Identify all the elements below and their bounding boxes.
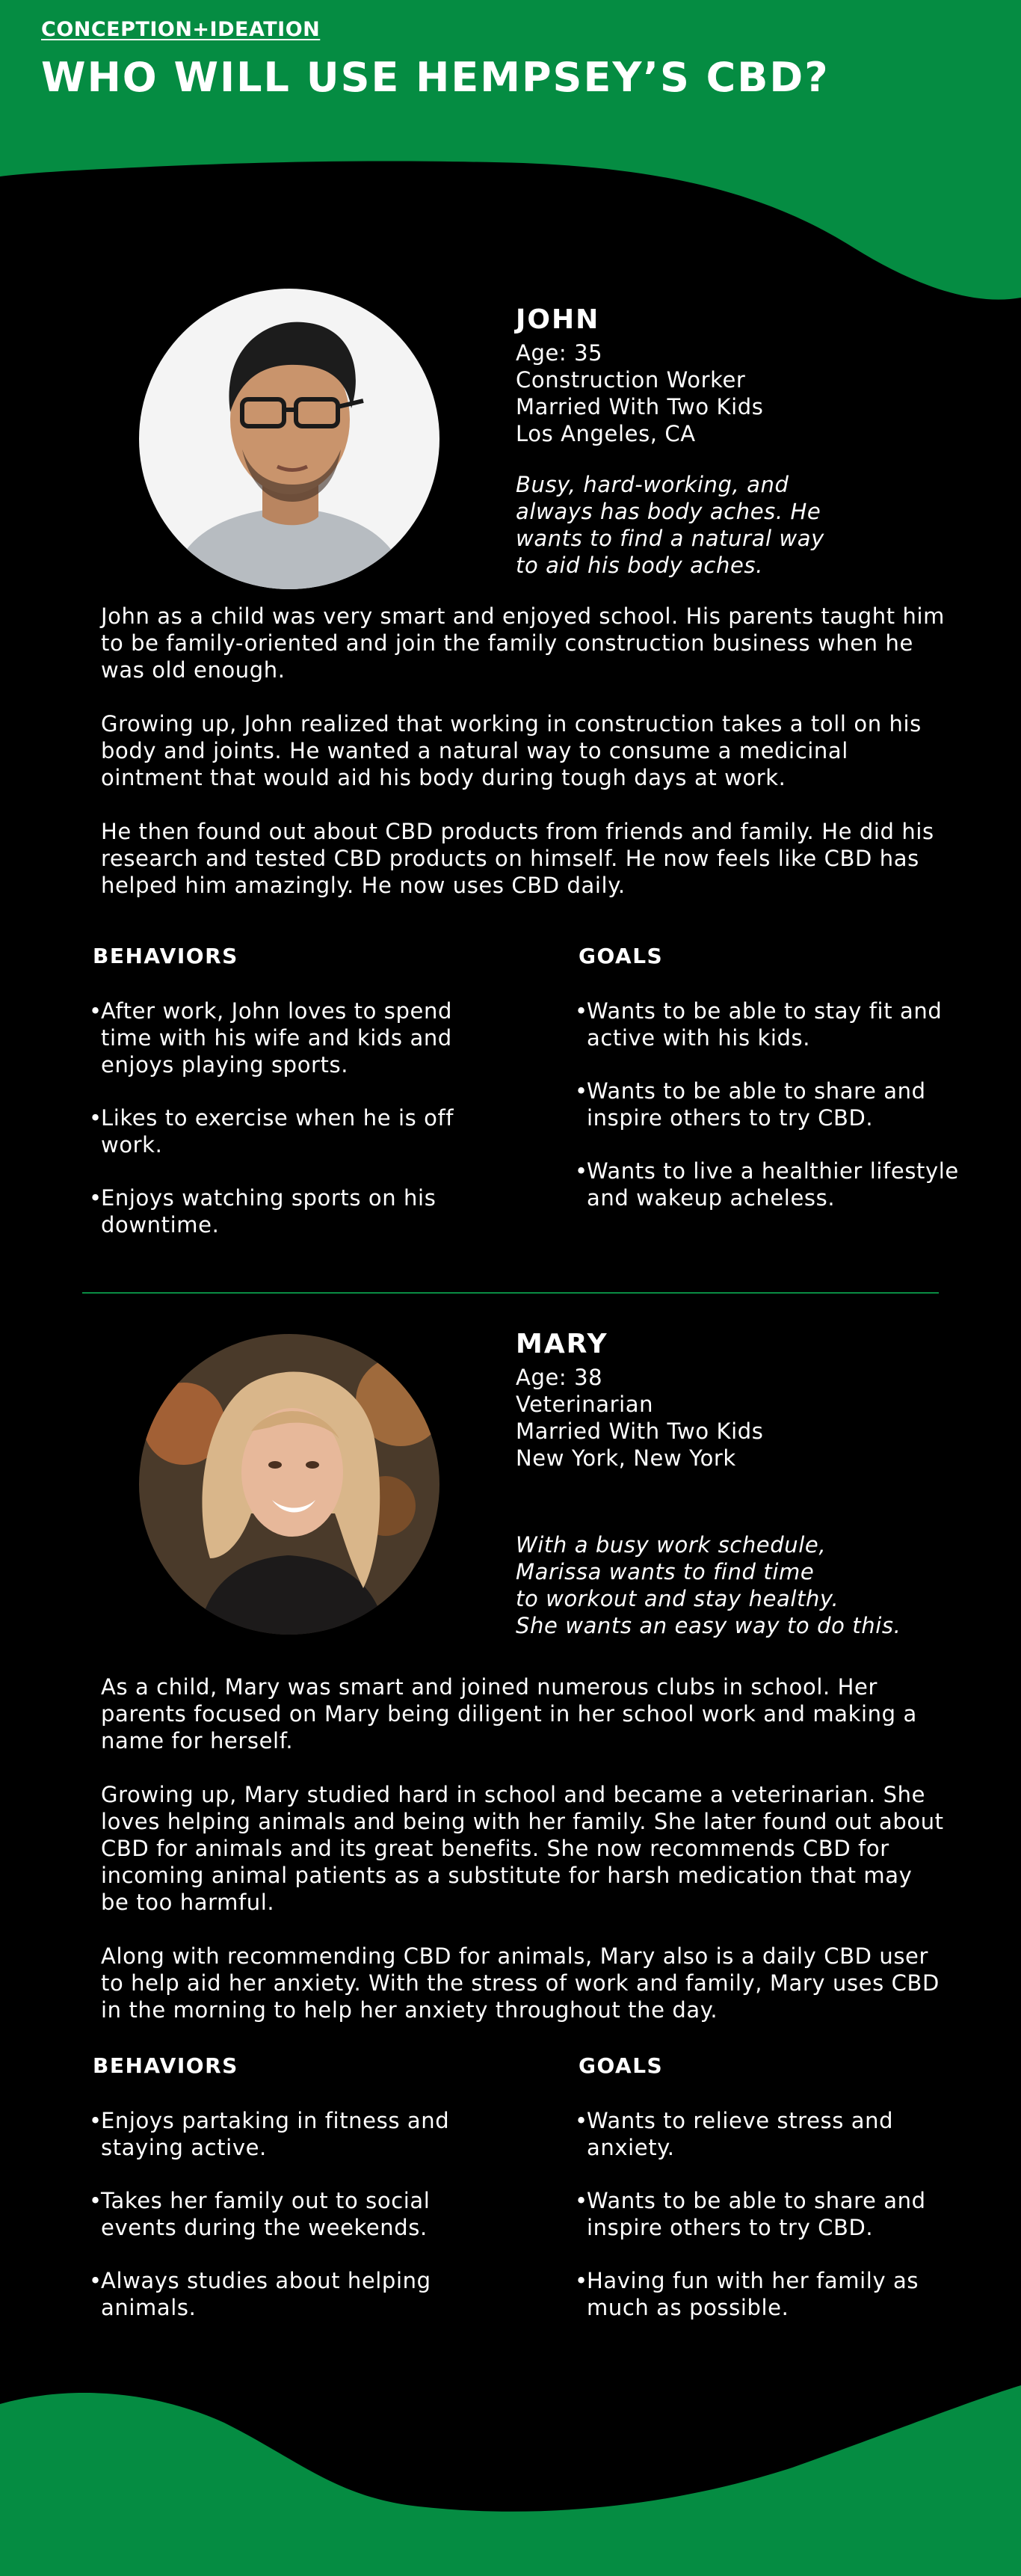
story-paragraph: As a child, Mary was smart and joined numerous clubs in school. Her parents focused on Mary being diligent in her school work and making a name for herself. — [101, 1674, 917, 1753]
story-paragraph: John as a child was very smart and enjoyed school. His parents taught him to be family-oriented and join the family construction business when he was old enough. — [101, 603, 945, 683]
john-behaviors-heading: BEHAVIORS — [93, 944, 238, 968]
header-green-band — [0, 0, 1021, 300]
john-behaviors-list — [89, 997, 478, 1264]
story-paragraph: Along with recommending CBD for animals, Mary also is a daily CBD user to help aid her anxiety. With the stress of work and family, Mary uses CBD in the morning to help her anxiety throughout the day. — [101, 1943, 940, 2023]
quote-line: Busy, hard-working, and — [516, 472, 789, 497]
john-goals-heading: GOALS — [579, 944, 664, 968]
list-item: • Wants to be able to share and inspire others to try CBD. — [575, 1078, 963, 1131]
persona-location: New York, New York — [516, 1445, 736, 1471]
quote-line: wants to find a natural way — [516, 526, 824, 551]
persona-name: JOHN — [516, 304, 600, 335]
persona-name: MARY — [516, 1329, 608, 1359]
story-paragraph: He then found out about CBD products from friends and family. He did his research and tested CBD products on himself. He now feels like CBD has helped him amazingly. He now uses CBD daily. — [101, 819, 934, 898]
mary-behaviors-heading: BEHAVIORS — [93, 2053, 238, 2078]
mary-avatar — [139, 1334, 439, 1635]
persona-age: Age: 35 — [516, 340, 603, 366]
footer-green-band — [0, 2385, 1021, 2576]
quote-line: Marissa wants to find time — [516, 1559, 815, 1584]
section-divider — [82, 1292, 939, 1294]
list-item: • Wants to live a healthier lifestyle and wakeup acheless. — [575, 1158, 963, 1211]
persona-occupation: Veterinarian — [516, 1392, 654, 1417]
list-item: • Wants to be able to share and inspire others to try CBD. — [575, 2187, 963, 2241]
john-quote — [516, 471, 934, 579]
list-item: • Enjoys watching sports on his downtime. — [89, 1184, 478, 1238]
persona-family: Married With Two Kids — [516, 394, 764, 419]
page-title: WHO WILL USE HEMPSEY’S CBD? — [41, 54, 830, 101]
list-item: • Having fun with her family as much as possible. — [575, 2267, 963, 2321]
section-kicker: CONCEPTION+IDEATION — [41, 18, 321, 41]
quote-line: With a busy work schedule, — [516, 1532, 827, 1558]
list-item: • Always studies about helping animals. — [89, 2267, 478, 2321]
mary-quote — [516, 1531, 994, 1639]
mary-story — [101, 1673, 946, 2050]
story-paragraph: Growing up, John realized that working in construction takes a toll on his body and joints. He wanted a natural way to consume a medicinal ointment that would aid his body during tough days at work. — [101, 711, 922, 790]
list-item: • Likes to exercise when he is off work. — [89, 1104, 478, 1158]
mary-info — [516, 1328, 934, 1472]
quote-line: always has body aches. He — [516, 499, 821, 524]
list-item: • Takes her family out to social events during the weekends. — [89, 2187, 478, 2241]
persona-age: Age: 38 — [516, 1365, 603, 1390]
mary-behaviors-list — [89, 2107, 478, 2347]
list-item: • Wants to be able to stay fit and active with his kids. — [575, 997, 963, 1051]
story-paragraph: Growing up, Mary studied hard in school and became a veterinarian. She loves helping animals and being with her family. She later found out about CBD for animals and its great benefits. She now recommends CBD for incoming animal patients as a substitute for harsh medication that may be too harmful. — [101, 1782, 944, 1915]
john-avatar — [139, 289, 439, 589]
persona-occupation: Construction Worker — [516, 367, 746, 393]
quote-line: She wants an easy way to do this. — [516, 1613, 901, 1638]
persona-family: Married With Two Kids — [516, 1418, 764, 1444]
john-goals-list — [575, 997, 963, 1238]
quote-line: to aid his body aches. — [516, 553, 763, 578]
mary-goals-heading: GOALS — [579, 2053, 664, 2078]
quote-line: to workout and stay healthy. — [516, 1586, 839, 1611]
persona-location: Los Angeles, CA — [516, 421, 696, 446]
list-item: • After work, John loves to spend time with his wife and kids and enjoys playing sports. — [89, 997, 478, 1078]
john-info — [516, 304, 934, 447]
john-story — [101, 603, 946, 926]
list-item: • Wants to relieve stress and anxiety. — [575, 2107, 963, 2161]
mary-goals-list — [575, 2107, 963, 2347]
list-item: • Enjoys partaking in fitness and staying active. — [89, 2107, 478, 2161]
